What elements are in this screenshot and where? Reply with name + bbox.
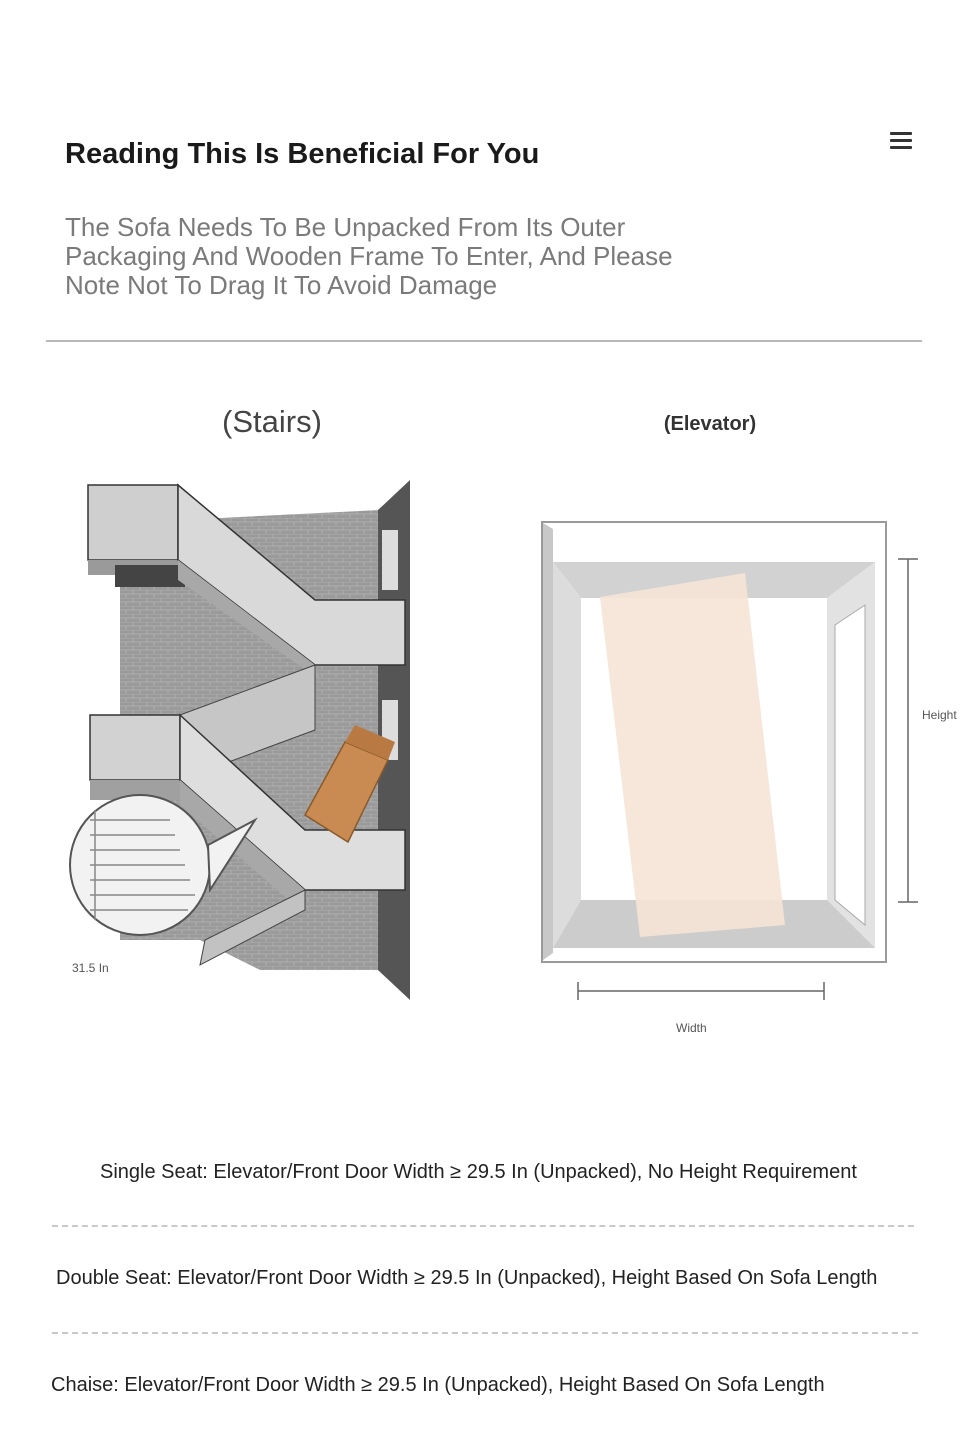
- requirement-single-seat: Single Seat: Elevator/Front Door Width ≥ 29.5 In (Unpacked), No Height Requirement: [100, 1161, 857, 1183]
- dashed-divider: [52, 1225, 914, 1227]
- elevator-illustration: [535, 515, 925, 1005]
- page-subtitle: The Sofa Needs To Be Unpacked From Its Outer Packaging And Wooden Frame To Enter, And Please Note Not To Drag It To Avoid Damage: [65, 212, 673, 300]
- page-title: Reading This Is Beneficial For You: [65, 138, 540, 170]
- dashed-divider: [52, 1332, 918, 1334]
- width-label: Width: [676, 1021, 707, 1035]
- stairs-illustration: [60, 470, 430, 1015]
- hamburger-menu-icon[interactable]: [888, 128, 914, 154]
- requirement-chaise: Chaise: Elevator/Front Door Width ≥ 29.5 In (Unpacked), Height Based On Sofa Length: [51, 1374, 825, 1396]
- requirement-double-seat: Double Seat: Elevator/Front Door Width ≥ 29.5 In (Unpacked), Height Based On Sofa Length: [56, 1267, 878, 1289]
- stairs-caption: (Stairs): [222, 404, 322, 439]
- stairs-dimension-label: 31.5 In: [72, 961, 109, 975]
- width-dimension-arrow: [578, 982, 824, 1000]
- height-dimension-arrow: [898, 559, 918, 902]
- elevator-caption: (Elevator): [663, 413, 757, 435]
- section-divider: [46, 340, 922, 342]
- height-label: Height: [922, 708, 957, 722]
